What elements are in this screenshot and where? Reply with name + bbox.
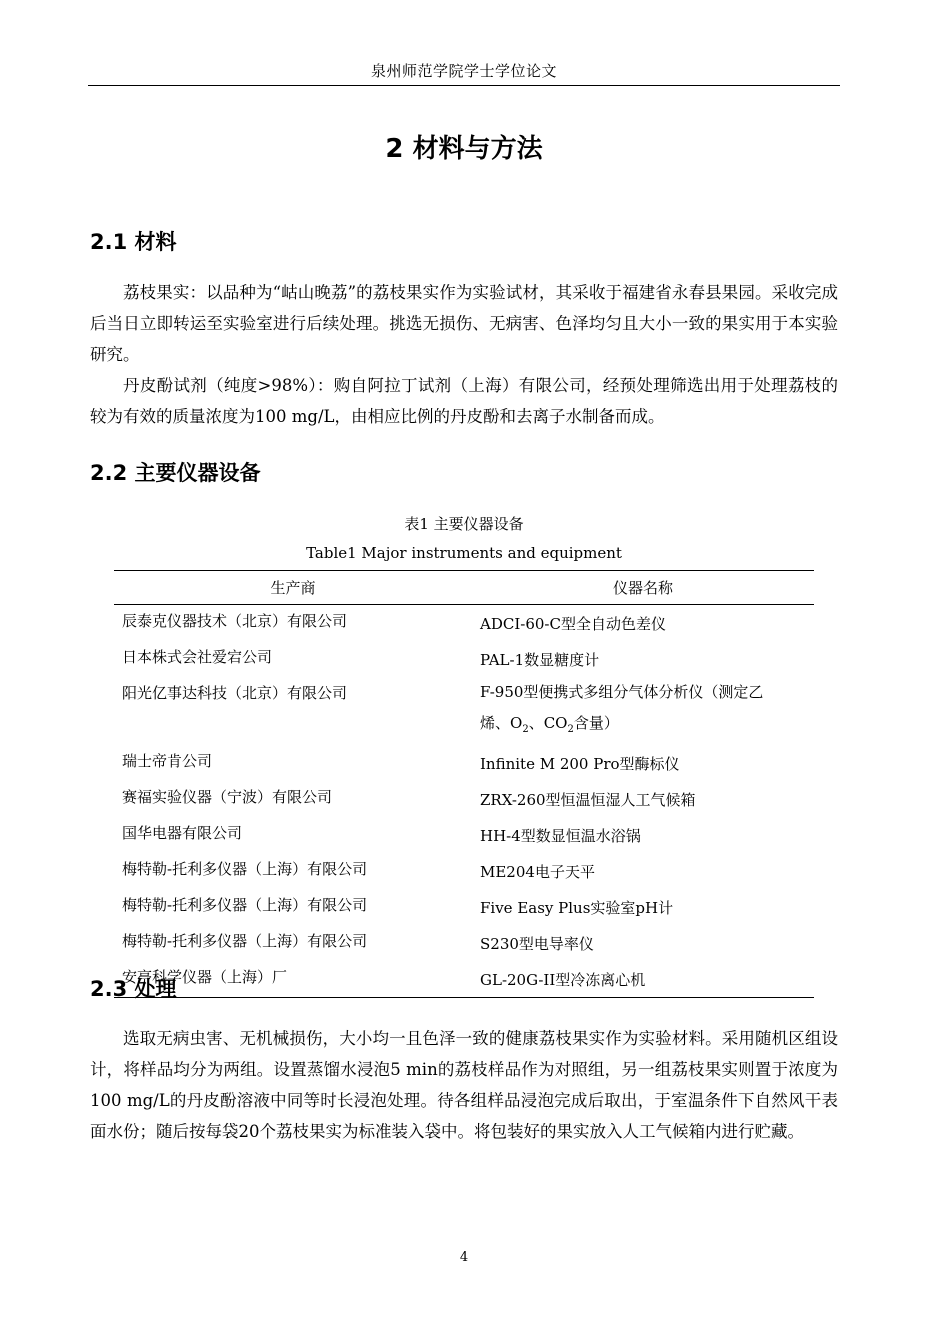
section-heading-2-2: 2.2 主要仪器设备 bbox=[90, 461, 261, 485]
instrument-cell: S230型电导率仪 bbox=[480, 934, 594, 953]
instrument-cell: Infinite M 200 Pro型酶标仪 bbox=[480, 754, 680, 773]
instrument-cell: ZRX-260型恒温恒湿人工气候箱 bbox=[480, 790, 696, 809]
paragraph-treatment: 选取无病虫害、无机械损伤，大小均一且色泽一致的健康荔枝果实作为实验材料。采用随机区组设计，将样品均分为两组。设置蒸馏水浸泡5 min的荔枝样品作为对照组，另一组荔枝果实则置于浓度为100 mg/L的丹皮酚溶液中同等时长浸泡处理。待各组样品浸泡完成后取出，于室温条件下自然风干表面水份；随后按每袋20个荔枝果实为标准装入袋中。将包装好的果实放入人工气候箱内进行贮藏。 bbox=[90, 1029, 838, 1141]
table-header-row bbox=[114, 571, 814, 605]
instrument-cell: HH-4型数显恒温水浴锅 bbox=[480, 826, 641, 845]
paragraph-materials-reagent: 丹皮酚试剂（纯度>98%）：购自阿拉丁试剂（上海）有限公司，经预处理筛选出用于处理荔枝的较为有效的质量浓度为100 mg/L，由相应比例的丹皮酚和去离子水制备而成。 bbox=[90, 376, 838, 426]
manufacturer-cell: 赛福实验仪器（宁波）有限公司 bbox=[122, 788, 333, 806]
table-row bbox=[114, 853, 814, 889]
manufacturer-cell: 国华电器有限公司 bbox=[122, 824, 243, 842]
instrument-cell: ADCI-60-C型全自动色差仪 bbox=[480, 614, 666, 633]
instrument-cell: Five Easy Plus实验室pH计 bbox=[480, 898, 674, 917]
manufacturer-cell: 辰泰克仪器技术（北京）有限公司 bbox=[122, 612, 348, 630]
manufacturer-cell: 日本株式会社爱宕公司 bbox=[122, 648, 273, 666]
table-row bbox=[114, 961, 814, 998]
instrument-cell: GL-20G-II型冷冻离心机 bbox=[472, 961, 814, 998]
instrument-text-line2: 烯、$O_2$、$CO_2$含量） bbox=[480, 714, 619, 735]
instrument-cell bbox=[472, 677, 814, 745]
table-row bbox=[114, 925, 814, 961]
section-heading-2-3: 2.3 处理 bbox=[90, 977, 177, 1001]
table-row bbox=[114, 605, 814, 642]
table-row bbox=[114, 745, 814, 781]
manufacturer-cell: 阳光亿事达科技（北京）有限公司 bbox=[122, 684, 348, 702]
page-number: 4 bbox=[459, 1250, 469, 1265]
table-row bbox=[114, 781, 814, 817]
manufacturer-cell: 梅特勒-托利多仪器（上海）有限公司 bbox=[122, 896, 368, 914]
instrument-cell: ME204电子天平 bbox=[480, 862, 595, 881]
chapter-title: 2 材料与方法 bbox=[385, 134, 543, 164]
table-caption-cn: 表1 主要仪器设备 bbox=[404, 515, 524, 533]
column-header-manufacturer: 生产商 bbox=[114, 571, 472, 605]
header-divider bbox=[88, 85, 840, 86]
table-row bbox=[114, 641, 814, 677]
instrument-text-line1: F-950型便携式多组分气体分析仪（测定乙 bbox=[480, 683, 764, 701]
table-row bbox=[114, 677, 814, 745]
running-header: 泉州师范学院学士学位论文 bbox=[370, 62, 557, 80]
table-caption-en: Table1 Major instruments and equipment bbox=[306, 544, 622, 562]
column-header-instrument: 仪器名称 bbox=[472, 571, 814, 605]
instrument-cell: PAL-1数显糖度计 bbox=[480, 650, 600, 669]
manufacturer-cell: 安亭科学仪器（上海）厂 bbox=[114, 961, 472, 998]
table-row bbox=[114, 889, 814, 925]
instruments-table bbox=[114, 570, 814, 998]
table-row bbox=[114, 817, 814, 853]
section-heading-2-1: 2.1 材料 bbox=[90, 230, 177, 254]
manufacturer-cell: 梅特勒-托利多仪器（上海）有限公司 bbox=[122, 932, 368, 950]
manufacturer-cell: 瑞士帝肯公司 bbox=[122, 752, 213, 770]
paragraph-materials-fruit: 荔枝果实：以品种为“岵山晚荔”的荔枝果实作为实验试材，其采收于福建省永春县果园。采收完成后当日立即转运至实验室进行后续处理。挑选无损伤、无病害、色泽均匀且大小一致的果实用于本实验研究。 bbox=[90, 283, 838, 364]
manufacturer-cell: 梅特勒-托利多仪器（上海）有限公司 bbox=[122, 860, 368, 878]
